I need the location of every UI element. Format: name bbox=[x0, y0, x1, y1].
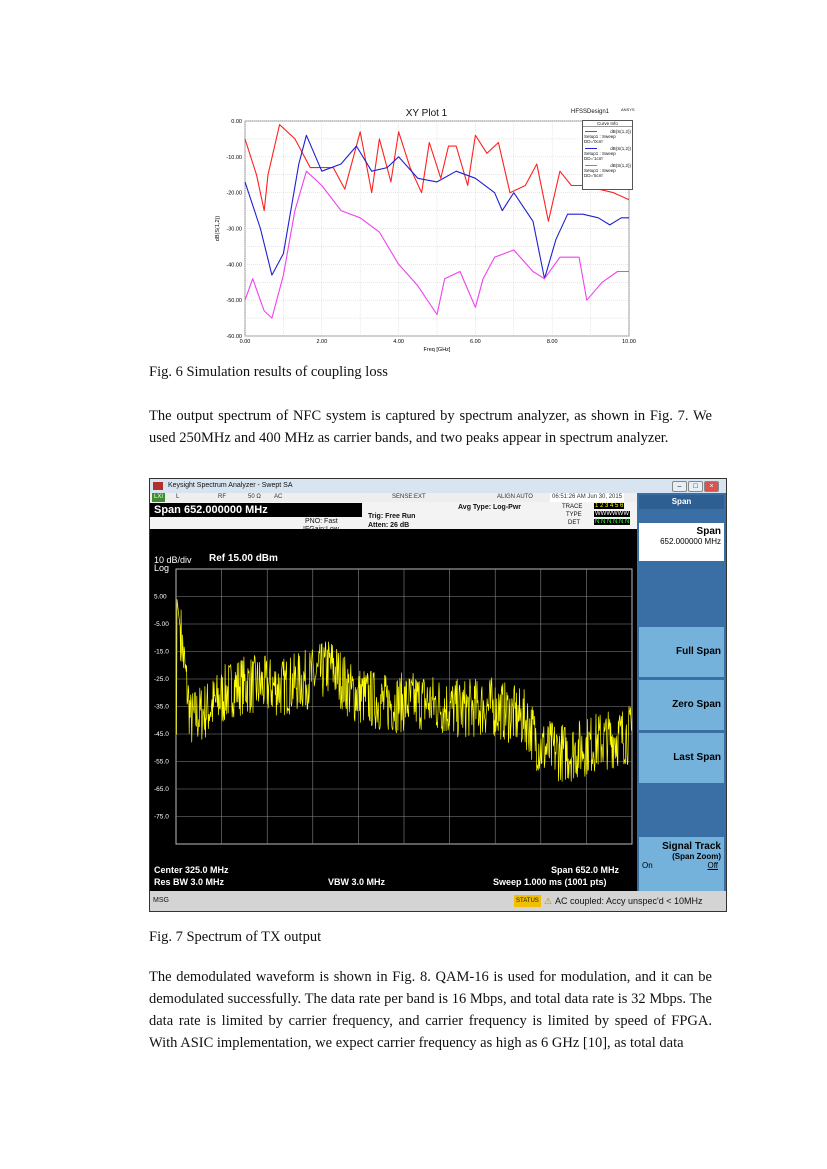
y-tick-label: -40.00 bbox=[226, 262, 242, 269]
legend-name: dB(S(1,2)) bbox=[610, 146, 631, 151]
x-tick-label: 2.00 bbox=[316, 339, 328, 345]
y-tick-label: -10.00 bbox=[226, 154, 242, 161]
softkey-menu-title: Span bbox=[639, 495, 724, 509]
atten-label: Atten: 26 dB bbox=[368, 522, 410, 529]
paragraph-2: The demodulated waveform is shown in Fig. 8. QAM-16 is used for modulation, and it can be demodulated successfully. The data rate per band is 16 Mbps, and total data rate is 32 Mbps. The data rate is limited by carrier frequency, and carrier frequency is limited by speed of FPGA. With ASIC implementation, we expect carrier frequency as high as 6 GHz [10], as total data bbox=[149, 969, 712, 1051]
legend-setup: Setup1 : Sweep bbox=[584, 168, 616, 173]
msg-label: MSG bbox=[153, 897, 169, 904]
type-label: TYPE bbox=[566, 512, 582, 518]
scale-label: 10 dB/div bbox=[154, 555, 192, 565]
signal-track-on: On bbox=[642, 861, 653, 870]
legend-entry-0cm bbox=[583, 129, 632, 144]
spectrum-trace-svg bbox=[150, 529, 637, 891]
legend-swatch bbox=[585, 165, 597, 166]
spectrum-y-tick: -75.0 bbox=[154, 813, 169, 821]
sweep-label: Sweep 1.000 ms (1001 pts) bbox=[493, 877, 607, 887]
status-l: L bbox=[176, 494, 180, 500]
signal-track-label: Signal Track bbox=[662, 841, 721, 852]
legend-setup: Setup1 : Sweep bbox=[584, 151, 616, 156]
legend-setup: Setup1 : Sweep bbox=[584, 134, 616, 139]
det-values: N N N N N N bbox=[595, 519, 630, 525]
message-row bbox=[150, 891, 726, 911]
y-tick-label: -20.00 bbox=[226, 190, 242, 197]
y-tick-label: 0.00 bbox=[231, 119, 242, 125]
maximize-button[interactable]: □ bbox=[688, 481, 703, 492]
legend-swatch bbox=[585, 131, 597, 132]
x-axis-label: Freq [GHz] bbox=[423, 347, 451, 353]
spectrum-y-tick: -15.0 bbox=[154, 648, 169, 656]
y-tick-label: -60.00 bbox=[226, 334, 242, 340]
det-label: DET bbox=[568, 520, 580, 526]
signal-track-off: Off bbox=[707, 861, 718, 870]
trig-label: Trig: Free Run bbox=[368, 513, 416, 520]
softkey-empty bbox=[639, 785, 724, 835]
status-rf: RF bbox=[218, 494, 226, 500]
figure-7-spectrum-analyzer bbox=[149, 478, 727, 912]
center-freq-label: Center 325.0 MHz bbox=[154, 865, 229, 875]
status-impedance: 50 Ω bbox=[248, 494, 261, 500]
span-footer-label: Span 652.0 MHz bbox=[551, 865, 620, 875]
spectrum-y-tick: -5.00 bbox=[154, 621, 169, 628]
span-softkey[interactable] bbox=[639, 523, 724, 561]
res-bw-label: Res BW 3.0 MHz bbox=[154, 877, 225, 887]
spectrum-y-tick: -35.0 bbox=[154, 703, 169, 711]
type-values: WWWWWW bbox=[595, 511, 629, 517]
status-align: ALIGN AUTO bbox=[497, 494, 533, 500]
span-zoom-label: (Span Zoom) bbox=[672, 852, 721, 861]
log-label: Log bbox=[154, 563, 170, 573]
last-span-softkey[interactable]: Last Span bbox=[639, 733, 724, 783]
y-axis-label: dB(S(1,2)) bbox=[215, 215, 221, 242]
curve-info-legend bbox=[582, 120, 633, 190]
xy-plot-title: XY Plot 1 bbox=[405, 108, 448, 119]
legend-swatch bbox=[585, 148, 597, 149]
status-row bbox=[150, 493, 637, 502]
spectrum-y-tick: -55.0 bbox=[154, 758, 169, 766]
x-tick-label: 8.00 bbox=[546, 339, 558, 345]
legend-param: DD='0cm' bbox=[584, 139, 604, 144]
spectrum-y-tick: -45.0 bbox=[154, 731, 169, 738]
window-title: Keysight Spectrum Analyzer - Swept SA bbox=[168, 482, 293, 489]
signal-track-softkey[interactable] bbox=[639, 837, 724, 891]
trace-label: TRACE bbox=[562, 504, 583, 510]
full-span-softkey[interactable]: Full Span bbox=[639, 627, 724, 677]
ansys-logo: ANSYS bbox=[621, 107, 635, 112]
y-tick-label: -30.00 bbox=[226, 226, 242, 233]
close-button[interactable]: × bbox=[704, 481, 719, 492]
legend-title: Curve Info bbox=[583, 121, 632, 127]
legend-entry-1cm bbox=[583, 146, 632, 161]
status-button[interactable]: STATUS bbox=[514, 895, 541, 907]
measurement-header bbox=[150, 502, 637, 529]
legend-entry-5cm bbox=[583, 163, 632, 178]
avg-type-label: Avg Type: Log-Pwr bbox=[458, 504, 521, 511]
x-tick-label: 4.00 bbox=[393, 339, 404, 345]
app-icon bbox=[153, 482, 163, 490]
paragraph-1: The output spectrum of NFC system is captured by spectrum analyzer, as shown in Fig. 7. We used 250MHz and 400 MHz as carrier bands, and two peaks appear in spectrum analyzer. bbox=[149, 408, 712, 446]
spectrum-y-tick: -25.0 bbox=[154, 676, 169, 683]
softkey-panel bbox=[637, 493, 726, 891]
span-softkey-value: 652.000000 MHz bbox=[660, 537, 721, 546]
figure-6-xy-plot bbox=[215, 106, 638, 360]
status-datetime: 06:51:26 AM Jun 30, 2015 bbox=[552, 494, 623, 500]
zero-span-softkey[interactable]: Zero Span bbox=[639, 680, 724, 730]
minimize-button[interactable]: – bbox=[672, 481, 687, 492]
status-ac: AC bbox=[274, 494, 283, 500]
pno-label: PNO: Fast bbox=[305, 518, 338, 525]
fig6-caption: Fig. 6 Simulation results of coupling loss bbox=[149, 364, 388, 380]
xy-plot-svg bbox=[215, 106, 638, 360]
status-sense: SENSE:EXT bbox=[392, 494, 426, 500]
status-message: AC coupled: Accy unspec'd < 10MHz bbox=[555, 896, 703, 906]
x-tick-label: 6.00 bbox=[470, 339, 481, 345]
legend-param: DD='5cm' bbox=[584, 173, 604, 178]
spectrum-y-tick: -65.0 bbox=[154, 786, 169, 793]
spectrum-y-tick: 5.00 bbox=[154, 593, 167, 601]
y-tick-label: -50.00 bbox=[226, 298, 242, 305]
warning-icon: ⚠ bbox=[544, 896, 553, 906]
vbw-label: VBW 3.0 MHz bbox=[328, 877, 386, 887]
design-name: HFSSDesign1 bbox=[571, 109, 610, 115]
span-title: Span 652.000000 MHz bbox=[150, 503, 362, 517]
trace-numbers: 1 2 3 4 5 6 bbox=[595, 503, 624, 509]
x-tick-label: 0.00 bbox=[239, 339, 251, 345]
span-softkey-label: Span bbox=[696, 526, 721, 537]
lxi-indicator: LXI bbox=[154, 494, 164, 500]
ref-level-label: Ref 15.00 dBm bbox=[209, 553, 278, 564]
window-title-bar bbox=[150, 479, 726, 493]
legend-name: dB(S(1,2)) bbox=[610, 163, 631, 168]
spectrum-screen bbox=[150, 529, 637, 891]
x-tick-label: 10.00 bbox=[622, 339, 636, 345]
legend-param: DD='1cm' bbox=[584, 156, 604, 161]
fig7-caption: Fig. 7 Spectrum of TX output bbox=[149, 929, 322, 945]
legend-name: dB(S(1,2)) bbox=[610, 129, 631, 134]
softkey-empty bbox=[639, 563, 724, 625]
